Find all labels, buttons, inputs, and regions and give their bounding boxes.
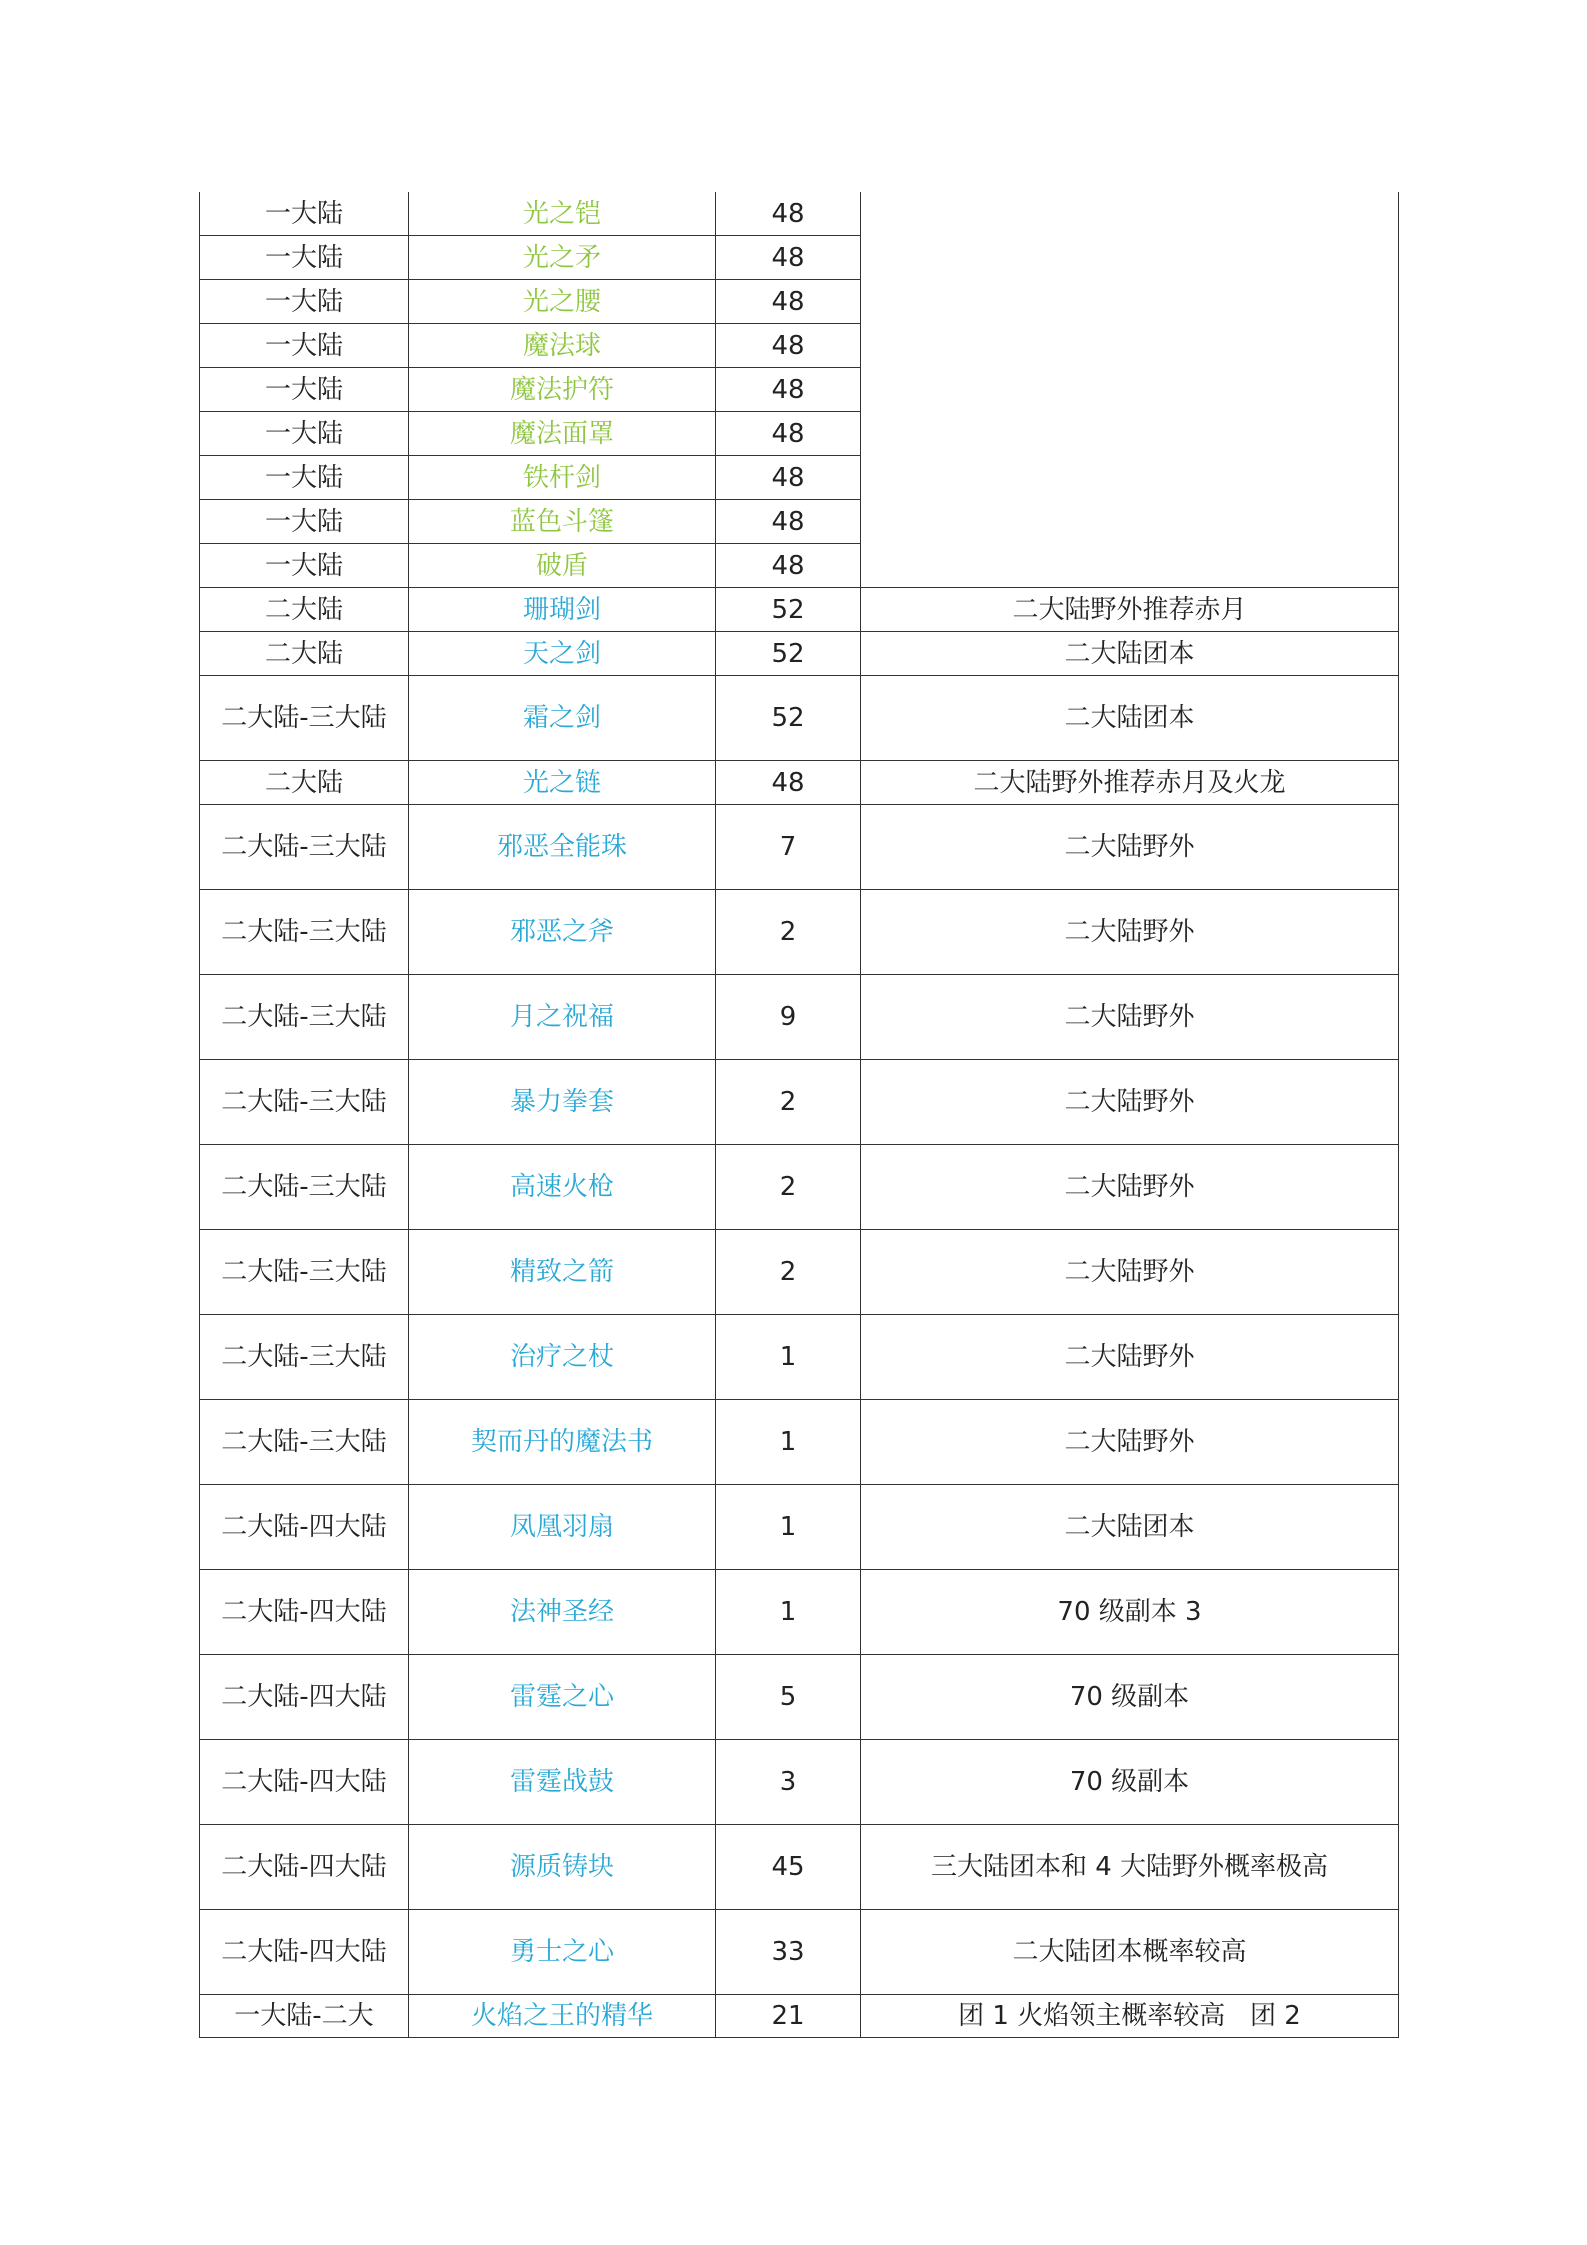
count-cell: 2: [716, 1230, 861, 1315]
item-name-cell: 凤凰羽扇: [409, 1485, 716, 1570]
region-cell: 二大陆-四大陆: [200, 1570, 409, 1655]
note-cell: 二大陆野外: [861, 1060, 1399, 1145]
note-cell: 70 级副本: [861, 1655, 1399, 1740]
table-row: [200, 1910, 1399, 1995]
item-name-cell: 治疗之杖: [409, 1315, 716, 1400]
note-cell: 二大陆团本: [861, 1485, 1399, 1570]
note-cell: 三大陆团本和 4 大陆野外概率极高: [861, 1825, 1399, 1910]
region-cell: 二大陆: [200, 632, 409, 676]
region-cell: 二大陆-四大陆: [200, 1740, 409, 1825]
note-cell: 二大陆野外: [861, 805, 1399, 890]
item-name-cell: 魔法球: [409, 324, 716, 368]
region-cell: 二大陆-四大陆: [200, 1825, 409, 1910]
table-row: [200, 1145, 1399, 1230]
item-name-cell: 魔法面罩: [409, 412, 716, 456]
count-cell: 48: [716, 192, 861, 236]
count-cell: 48: [716, 368, 861, 412]
item-name-cell: 珊瑚剑: [409, 588, 716, 632]
count-cell: 48: [716, 500, 861, 544]
count-cell: 21: [716, 1995, 861, 2038]
region-cell: 二大陆-三大陆: [200, 1230, 409, 1315]
region-cell: 一大陆: [200, 412, 409, 456]
note-cell: 二大陆野外: [861, 1145, 1399, 1230]
count-cell: 3: [716, 1740, 861, 1825]
note-cell: 70 级副本 3: [861, 1570, 1399, 1655]
count-cell: 45: [716, 1825, 861, 1910]
item-name-cell: 邪恶之斧: [409, 890, 716, 975]
note-cell: 二大陆野外推荐赤月及火龙: [861, 761, 1399, 805]
item-name-cell: 精致之箭: [409, 1230, 716, 1315]
count-cell: 1: [716, 1315, 861, 1400]
count-cell: 48: [716, 544, 861, 588]
region-cell: 二大陆-三大陆: [200, 1060, 409, 1145]
item-name-cell: 勇士之心: [409, 1910, 716, 1995]
region-cell: 二大陆-三大陆: [200, 1315, 409, 1400]
note-cell: 二大陆野外: [861, 1315, 1399, 1400]
table-row: [200, 1230, 1399, 1315]
table-row: [200, 632, 1399, 676]
item-name-cell: 火焰之王的精华: [409, 1995, 716, 2038]
region-cell: 二大陆-四大陆: [200, 1485, 409, 1570]
item-name-cell: 雷霆之心: [409, 1655, 716, 1740]
table-row: [200, 1485, 1399, 1570]
region-cell: 二大陆-四大陆: [200, 1655, 409, 1740]
region-cell: 二大陆-四大陆: [200, 1910, 409, 1995]
count-cell: 48: [716, 761, 861, 805]
item-name-cell: 暴力拳套: [409, 1060, 716, 1145]
item-name-cell: 霜之剑: [409, 676, 716, 761]
table-row: [200, 975, 1399, 1060]
table-body: [200, 192, 1399, 2038]
note-cell: [861, 192, 1399, 588]
data-table: [199, 192, 1399, 2038]
table-row: [200, 1400, 1399, 1485]
table-row: [200, 890, 1399, 975]
count-cell: 52: [716, 676, 861, 761]
item-name-cell: 月之祝福: [409, 975, 716, 1060]
note-cell: 团 1 火焰领主概率较高 团 2: [861, 1995, 1399, 2038]
item-name-cell: 契而丹的魔法书: [409, 1400, 716, 1485]
item-name-cell: 光之铠: [409, 192, 716, 236]
item-name-cell: 光之腰: [409, 280, 716, 324]
count-cell: 48: [716, 236, 861, 280]
table-row: [200, 1995, 1399, 2038]
region-cell: 一大陆: [200, 280, 409, 324]
table-row: [200, 805, 1399, 890]
count-cell: 2: [716, 1145, 861, 1230]
item-name-cell: 高速火枪: [409, 1145, 716, 1230]
region-cell: 二大陆-三大陆: [200, 676, 409, 761]
count-cell: 1: [716, 1400, 861, 1485]
note-cell: 二大陆野外: [861, 975, 1399, 1060]
region-cell: 一大陆: [200, 236, 409, 280]
item-name-cell: 天之剑: [409, 632, 716, 676]
region-cell: 一大陆: [200, 324, 409, 368]
table-row: [200, 1655, 1399, 1740]
count-cell: 33: [716, 1910, 861, 1995]
region-cell: 一大陆: [200, 500, 409, 544]
count-cell: 5: [716, 1655, 861, 1740]
region-cell: 二大陆-三大陆: [200, 1400, 409, 1485]
table-row: [200, 761, 1399, 805]
count-cell: 48: [716, 280, 861, 324]
item-name-cell: 光之矛: [409, 236, 716, 280]
table-row: [200, 1060, 1399, 1145]
count-cell: 2: [716, 1060, 861, 1145]
table-row: [200, 192, 1399, 236]
count-cell: 9: [716, 975, 861, 1060]
table-row: [200, 1570, 1399, 1655]
item-name-cell: 源质铸块: [409, 1825, 716, 1910]
region-cell: 二大陆-三大陆: [200, 1145, 409, 1230]
count-cell: 1: [716, 1485, 861, 1570]
note-cell: 二大陆野外: [861, 1230, 1399, 1315]
count-cell: 7: [716, 805, 861, 890]
count-cell: 52: [716, 588, 861, 632]
note-cell: 二大陆团本: [861, 632, 1399, 676]
region-cell: 一大陆-二大: [200, 1995, 409, 2038]
region-cell: 二大陆-三大陆: [200, 975, 409, 1060]
note-cell: 70 级副本: [861, 1740, 1399, 1825]
note-cell: 二大陆野外: [861, 890, 1399, 975]
count-cell: 48: [716, 324, 861, 368]
item-name-cell: 破盾: [409, 544, 716, 588]
note-cell: 二大陆野外推荐赤月: [861, 588, 1399, 632]
region-cell: 一大陆: [200, 368, 409, 412]
table-row: [200, 1315, 1399, 1400]
item-name-cell: 邪恶全能珠: [409, 805, 716, 890]
region-cell: 二大陆: [200, 588, 409, 632]
count-cell: 1: [716, 1570, 861, 1655]
item-name-cell: 雷霆战鼓: [409, 1740, 716, 1825]
table-row: [200, 588, 1399, 632]
count-cell: 48: [716, 412, 861, 456]
item-name-cell: 铁杆剑: [409, 456, 716, 500]
table-row: [200, 1740, 1399, 1825]
note-cell: 二大陆团本: [861, 676, 1399, 761]
count-cell: 52: [716, 632, 861, 676]
table-row: [200, 1825, 1399, 1910]
region-cell: 一大陆: [200, 192, 409, 236]
region-cell: 二大陆-三大陆: [200, 805, 409, 890]
item-name-cell: 蓝色斗篷: [409, 500, 716, 544]
count-cell: 48: [716, 456, 861, 500]
region-cell: 二大陆: [200, 761, 409, 805]
table-row: [200, 676, 1399, 761]
note-cell: 二大陆野外: [861, 1400, 1399, 1485]
region-cell: 一大陆: [200, 456, 409, 500]
item-name-cell: 法神圣经: [409, 1570, 716, 1655]
note-cell: 二大陆团本概率较高: [861, 1910, 1399, 1995]
count-cell: 2: [716, 890, 861, 975]
region-cell: 一大陆: [200, 544, 409, 588]
region-cell: 二大陆-三大陆: [200, 890, 409, 975]
item-name-cell: 光之链: [409, 761, 716, 805]
item-name-cell: 魔法护符: [409, 368, 716, 412]
